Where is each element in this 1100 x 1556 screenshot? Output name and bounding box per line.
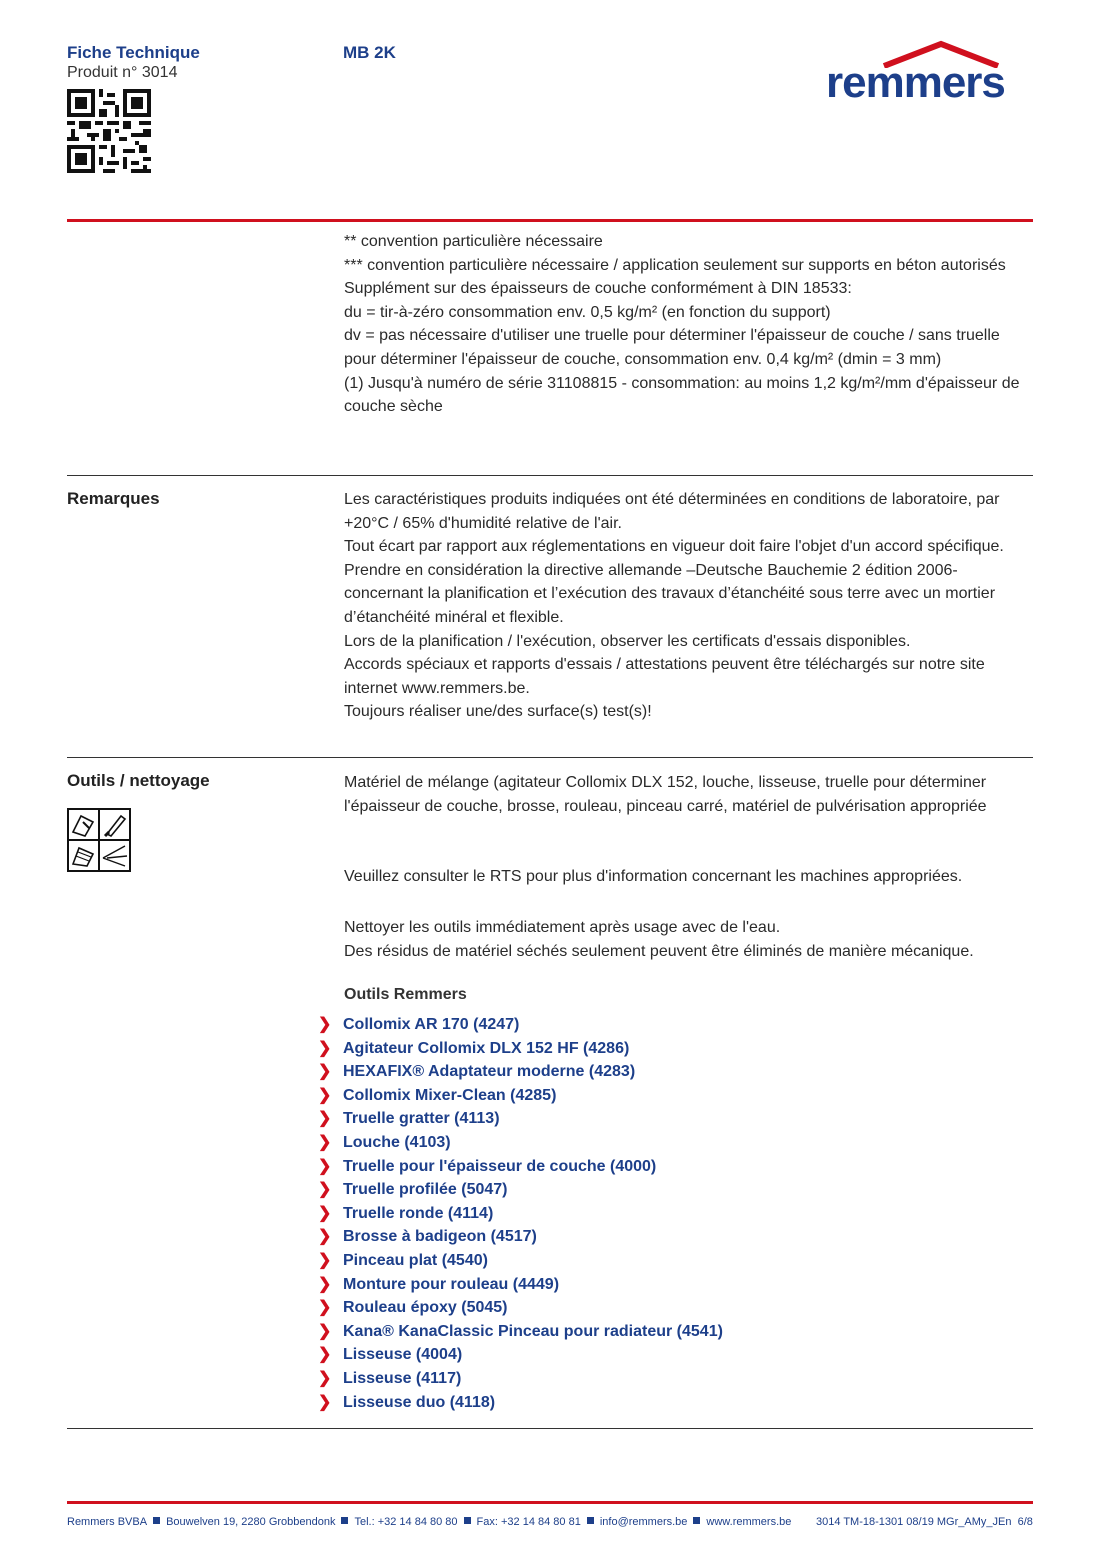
chevron-right-icon: ❯ <box>318 1039 332 1057</box>
tool-link[interactable] <box>318 1084 723 1108</box>
chevron-right-icon: ❯ <box>318 1369 332 1387</box>
note-line: Supplément sur des épaisseurs de couche conformément à DIN 18533: <box>344 280 852 298</box>
tools-paragraph-2: Veuillez consulter le RTS pour plus d'information concernant les machines appropriées. <box>344 868 963 885</box>
footer-address: Bouwelven 19, 2280 Grobbendonk <box>166 1516 336 1528</box>
notes-block <box>344 230 1034 419</box>
section-divider <box>67 475 1033 476</box>
qr-code-icon <box>67 89 151 173</box>
square-bullet-icon <box>693 1517 700 1524</box>
square-bullet-icon <box>464 1517 471 1524</box>
product-number: Produit n° 3014 <box>67 64 178 81</box>
note-line: (1) Jusqu'à numéro de série 31108815 - consommation: au moins 1,2 kg/m²/mm d'épaisseur de couche sèche <box>344 374 1020 416</box>
tool-link[interactable] <box>318 1367 723 1391</box>
chevron-right-icon: ❯ <box>318 1322 332 1340</box>
tool-link[interactable] <box>318 1343 723 1367</box>
remark-line: Accords spéciaux et rapports d'essais / attestations peuvent être téléchargés sur notre site internet www.remmers.be. <box>344 656 985 697</box>
tool-link[interactable] <box>318 1178 723 1202</box>
tools-paragraph-3 <box>344 916 1034 963</box>
footer-tel: Tel.: +32 14 84 80 80 <box>354 1516 458 1528</box>
tool-link-label: Rouleau époxy (5045) <box>343 1299 508 1317</box>
chevron-right-icon: ❯ <box>318 1181 332 1199</box>
square-bullet-icon <box>341 1517 348 1524</box>
tool-link[interactable] <box>318 1107 723 1131</box>
chevron-right-icon: ❯ <box>318 1346 332 1364</box>
remark-line: Les caractéristiques produits indiquées ont été déterminées en conditions de laboratoire, par +20°C / 65% d'humidité relative de l'air. <box>344 491 1000 532</box>
chevron-right-icon: ❯ <box>318 1016 332 1033</box>
remarks-label: Remarques <box>67 489 160 508</box>
tool-link-label: Agitateur Collomix DLX 152 HF (4286) <box>343 1039 630 1057</box>
tool-link[interactable] <box>318 1249 723 1273</box>
tool-link-label: Truelle ronde (4114) <box>343 1204 494 1222</box>
tools-icon <box>67 808 131 872</box>
remmers-tools-list <box>318 1013 723 1414</box>
tool-link[interactable] <box>318 1391 723 1415</box>
tool-link-label: Collomix Mixer-Clean (4285) <box>343 1086 557 1104</box>
tool-link-label: Kana® KanaClassic Pinceau pour radiateur (4541) <box>343 1322 723 1340</box>
tool-link-label: Truelle gratter (4113) <box>343 1110 500 1128</box>
remark-line: Toujours réaliser une/des surface(s) test(s)! <box>344 703 652 721</box>
tool-link-label: Louche (4103) <box>343 1133 451 1151</box>
remmers-logo <box>826 40 1032 110</box>
tool-link-label: Truelle pour l'épaisseur de couche (4000) <box>343 1157 657 1175</box>
header-divider <box>67 219 1033 222</box>
logo-wordmark: remmers <box>826 58 1005 107</box>
chevron-right-icon: ❯ <box>318 1251 332 1269</box>
remark-line: Prendre en considération la directive allemande –Deutsche Bauchemie 2 édition 2006- concernant la planification et l’exécution des travaux d’étanchéité sous terre avec un mortier d’étanchéité minéral et flexible. <box>344 561 996 626</box>
note-line: ** convention particulière nécessaire <box>344 233 603 250</box>
square-bullet-icon <box>587 1517 594 1524</box>
chevron-right-icon: ❯ <box>318 1204 332 1222</box>
tool-link-label: Collomix AR 170 (4247) <box>343 1016 520 1033</box>
tool-link-label: Pinceau plat (4540) <box>343 1251 488 1269</box>
note-line: dv = pas nécessaire d'utiliser une truelle pour déterminer l'épaisseur de couche / sans truelle pour déterminer l'épaisseur de couche, consommation env. 0,4 kg/m² (dmin = 3 mm) <box>344 327 1000 368</box>
tool-link-label: Truelle profilée (5047) <box>343 1181 508 1199</box>
cleaning-line: Des résidus de matériel séchés seulement peuvent être éliminés de manière mécanique. <box>344 942 974 960</box>
remark-line: Tout écart par rapport aux réglementations en vigueur doit faire l'objet d'un accord spécifique. <box>344 538 1004 556</box>
chevron-right-icon: ❯ <box>318 1393 332 1411</box>
chevron-right-icon: ❯ <box>318 1275 332 1293</box>
tool-link-label: Lisseuse (4117) <box>343 1369 462 1387</box>
remarks-block <box>344 488 1034 724</box>
tool-link[interactable] <box>318 1296 723 1320</box>
footer-doc-ref: 3014 TM-18-1301 08/19 MGr_AMy_JEn <box>816 1516 1012 1528</box>
footer-company: Remmers BVBA <box>67 1516 148 1528</box>
product-name: MB 2K <box>343 43 396 62</box>
tool-link-label: Brosse à badigeon (4517) <box>343 1228 537 1246</box>
remmers-tools-heading: Outils Remmers <box>344 986 467 1003</box>
chevron-right-icon: ❯ <box>318 1110 332 1128</box>
footer-email[interactable]: info@remmers.be <box>599 1516 688 1528</box>
tool-link[interactable] <box>318 1060 723 1084</box>
tool-link[interactable] <box>318 1225 723 1249</box>
tool-link-label: Monture pour rouleau (4449) <box>343 1275 560 1293</box>
footer-doc-info <box>816 1516 1033 1528</box>
chevron-right-icon: ❯ <box>318 1228 332 1246</box>
tool-link[interactable] <box>318 1013 723 1037</box>
page-number: 6/8 <box>1017 1516 1033 1528</box>
chevron-right-icon: ❯ <box>318 1299 332 1317</box>
tool-link[interactable] <box>318 1320 723 1344</box>
tools-label: Outils / nettoyage <box>67 771 210 790</box>
footer-fax: Fax: +32 14 84 80 81 <box>476 1516 581 1528</box>
tool-link-label: Lisseuse duo (4118) <box>343 1393 496 1411</box>
chevron-right-icon: ❯ <box>318 1086 332 1104</box>
tool-link[interactable] <box>318 1037 723 1061</box>
chevron-right-icon: ❯ <box>318 1063 332 1081</box>
tool-link[interactable] <box>318 1131 723 1155</box>
cleaning-line: Nettoyer les outils immédiatement après usage avec de l'eau. <box>344 919 781 936</box>
note-line: du = tir-à-zéro consommation env. 0,5 kg/m² (en fonction du support) <box>344 303 831 321</box>
chevron-right-icon: ❯ <box>318 1157 332 1175</box>
tool-link-label: Lisseuse (4004) <box>343 1346 463 1364</box>
footer-web[interactable]: www.remmers.be <box>706 1516 792 1528</box>
section-divider <box>67 757 1033 758</box>
footer-divider <box>67 1501 1033 1504</box>
note-line: *** convention particulière nécessaire / application seulement sur supports en béton autorisés <box>344 256 1006 274</box>
chevron-right-icon: ❯ <box>318 1133 332 1151</box>
tool-link[interactable] <box>318 1273 723 1297</box>
tool-link[interactable] <box>318 1155 723 1179</box>
section-divider <box>67 1428 1033 1429</box>
tool-link[interactable] <box>318 1202 723 1226</box>
remark-line: Lors de la planification / l'exécution, observer les certificats d'essais disponibles. <box>344 632 911 650</box>
square-bullet-icon <box>153 1517 160 1524</box>
tool-link-label: HEXAFIX® Adaptateur moderne (4283) <box>343 1063 636 1081</box>
tools-paragraph-1: Matériel de mélange (agitateur Collomix DLX 152, louche, lisseuse, truelle pour déterminer l'épaisseur de couche, brosse, rouleau, pinceau carré, matériel de pulvérisation appropriée <box>344 774 987 815</box>
doc-type-title: Fiche Technique <box>67 43 200 62</box>
